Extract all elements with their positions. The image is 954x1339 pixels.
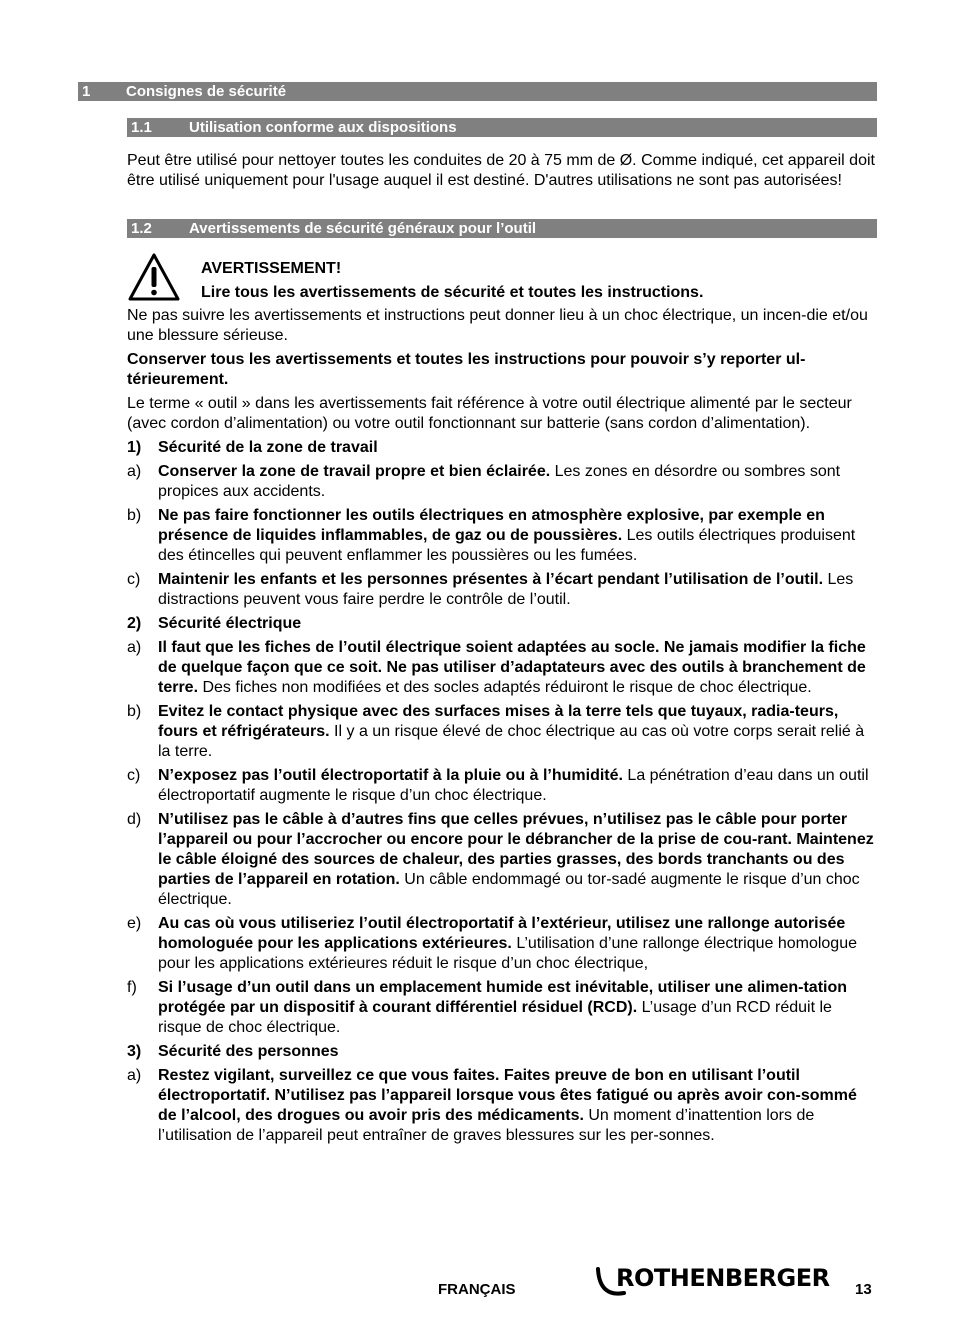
paragraph: Ne pas suivre les avertissements et instructions peut donner lieu à un choc électrique, un incen-die et/ou une blessure sérieuse. (127, 307, 868, 344)
section-number: 1 (82, 83, 91, 100)
section-title: Avertissements de sécurité généraux pour l’outil (189, 220, 537, 237)
item-label: c) (127, 767, 141, 784)
section-number: 1.2 (131, 220, 152, 237)
item-label: a) (127, 1067, 142, 1084)
item-bold: Il faut que les fiches de l’outil électrique soient adaptées au socle. Ne jamais modifier la fiche de quelque façon que ce soit. Ne pas utiliser d’adaptateurs avec des outils à branchement de terre. (158, 639, 866, 696)
item-bold: Si l’usage d’un outil dans un emplacement humide est inévitable, utiliser une alimen-tation protégée par un dispositif à courant différentiel résiduel (RCD). (158, 979, 848, 1016)
subsection-number: 1) (127, 439, 142, 456)
subsection-title: Sécurité de la zone de travail (158, 439, 378, 456)
item-text: L’usage d’un RCD réduit le risque de choc électrique. (158, 999, 832, 1036)
item-bold: Evitez le contact physique avec des surfaces mises à la terre tels que tuyaux, radia-teurs, fours et réfrigérateurs. (158, 703, 839, 740)
item-text: L’utilisation d’une rallonge électrique homologue pour les applications extérieures réduit le risque d’un choc électrique, (158, 935, 857, 972)
item-label: b) (127, 703, 142, 720)
subsection-heading-3 (127, 1042, 877, 1062)
item-bold: Ne pas faire fonctionner les outils électriques en atmosphère explosive, par exemple en présence de liquides inflammables, de gaz ou de poussières. (158, 507, 825, 544)
item-bold: Au cas où vous utiliseriez l’outil électroportatif à l’extérieur, utilisez une rallonge autorisée homologuée pour les applications extérieures. (158, 915, 846, 952)
section-number: 1.1 (131, 119, 152, 136)
list-item (127, 914, 877, 974)
section-heading-1 (78, 82, 877, 101)
item-bold: N’exposez pas l’outil électroportatif à la pluie ou à l’humidité. (158, 767, 623, 784)
rothenberger-logo (594, 1262, 830, 1300)
item-bold: N’utilisez pas le câble à d’autres fins que celles prévues, n’utilisez pas le câble pour porter l’appareil ou pour l’accrocher ou encore pour le débrancher de la prise de cou-rant. Maintenez le câble éloigné des sources de chaleur, des parties grasses, des bords tranchants ou des parties de l’appareil en rotation. (158, 811, 874, 888)
item-label: b) (127, 507, 142, 524)
section-title: Consignes de sécurité (126, 83, 287, 100)
paragraph: Le terme « outil » dans les avertissements fait référence à votre outil électrique alimenté par le secteur (avec cordon d’alimentation) ou votre outil fonctionnant sur batterie (sans cordon d’alimentation). (127, 395, 852, 432)
item-label: c) (127, 571, 141, 588)
list-item (127, 702, 877, 762)
logo-wordmark: ROTHENBERGER (616, 1264, 830, 1292)
item-text: Un câble endommagé ou tor-sadé augmente le risque d’un choc électrique. (158, 871, 860, 908)
list-item (127, 810, 877, 910)
item-text: Il y a un risque élevé de choc électrique au cas où votre corps serait relié à la terre. (158, 723, 865, 760)
item-label: a) (127, 639, 142, 656)
subsection-title: Sécurité électrique (158, 615, 302, 632)
item-label: e) (127, 915, 142, 932)
item-label: d) (127, 811, 142, 828)
intended-use-text: Peut être utilisé pour nettoyer toutes les conduites de 20 à 75 mm de Ø. Comme indiqué, cet appareil doit être utilisé uniquement pour l'usage auquel il est destiné. D'autres utilisations ne sont pas autorisées! (127, 152, 875, 189)
subsection-number: 2) (127, 615, 142, 632)
list-item (127, 506, 877, 566)
paragraph-bold: Conserver tous les avertissements et toutes les instructions pour pouvoir s’y reporter ul-térieurement. (127, 351, 806, 388)
subsection-title: Sécurité des personnes (158, 1043, 339, 1060)
item-label: f) (127, 979, 137, 996)
item-label: a) (127, 463, 142, 480)
item-text: Les distractions peuvent vous faire perdre le contrôle de l’outil. (158, 571, 854, 608)
warning-title: AVERTISSEMENT! (201, 260, 342, 277)
item-text: Les outils électriques produisent des étincelles qui peuvent enflammer les poussières ou les fumées. (158, 527, 856, 564)
list-item (127, 1066, 877, 1146)
warning-text: Lire tous les avertissements de sécurité et toutes les instructions. (201, 284, 704, 301)
footer-language: FRANÇAIS (438, 1281, 516, 1298)
page-number: 13 (855, 1281, 872, 1298)
item-bold: Maintenir les enfants et les personnes présentes à l’écart pendant l’utilisation de l’outil. (158, 571, 824, 588)
list-item (127, 462, 877, 502)
list-item (127, 766, 877, 806)
item-text: Un moment d’inattention lors de l’utilisation de l’appareil peut entraîner de graves blessures sur les per-sonnes. (158, 1107, 815, 1144)
subsection-heading-1 (127, 438, 877, 458)
item-bold: Restez vigilant, surveillez ce que vous faites. Faites preuve de bon en utilisant l’outil électroportatif. N’utilisez pas l’appareil lorsque vous êtes fatigué ou après avoir con-sommé de l’alcool, des drogues ou avoir pris des médicaments. (158, 1067, 857, 1124)
list-item (127, 570, 877, 610)
subsection-heading-2 (127, 614, 877, 634)
section-title: Utilisation conforme aux dispositions (189, 119, 457, 136)
list-item (127, 978, 877, 1038)
item-bold: Conserver la zone de travail propre et bien éclairée. (158, 463, 551, 480)
safety-content (127, 306, 877, 1150)
subsection-number: 3) (127, 1043, 142, 1060)
list-item (127, 638, 877, 698)
section-heading-1-1 (127, 118, 877, 137)
section-heading-1-2 (127, 219, 877, 238)
item-text: Des fiches non modifiées et des socles adaptés réduiront le risque de choc électrique. (198, 679, 812, 696)
warning-triangle-icon (127, 252, 181, 302)
item-text: La pénétration d’eau dans un outil électroportatif augmente le risque d’un choc électrique. (158, 767, 869, 804)
item-text: Les zones en désordre ou sombres sont propices aux accidents. (158, 463, 841, 500)
